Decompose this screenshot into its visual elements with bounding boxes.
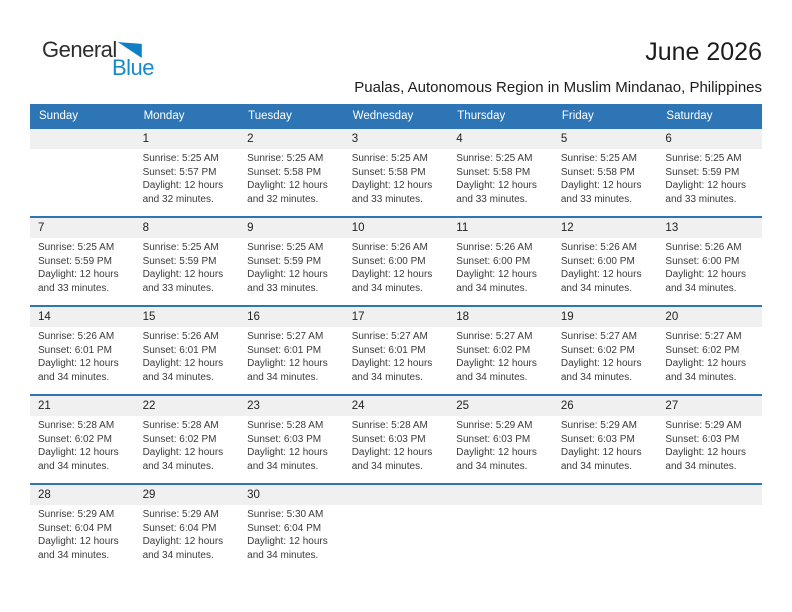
day-number: 16 xyxy=(247,311,260,323)
sunrise-text: Sunrise: 5:25 AM xyxy=(247,242,324,253)
day-details xyxy=(239,416,344,473)
day-details xyxy=(344,149,449,206)
daylight-text: Daylight: 12 hours and 34 minutes. xyxy=(665,358,747,383)
day-number: 19 xyxy=(560,311,574,323)
date-band xyxy=(657,129,762,149)
sunrise-text: Sunrise: 5:25 AM xyxy=(142,153,219,164)
calendar-day-cell xyxy=(553,396,658,483)
date-band xyxy=(239,218,344,238)
calendar-day-cell xyxy=(239,396,344,483)
calendar-day-cell xyxy=(344,129,449,216)
day-details xyxy=(239,149,344,206)
sunset-text: Sunset: 6:03 PM xyxy=(351,433,426,445)
sunrise-text: Sunrise: 5:29 AM xyxy=(665,420,742,431)
daylight-text: Daylight: 12 hours and 33 minutes. xyxy=(38,269,119,294)
sunrise-text: Sunrise: 5:27 AM xyxy=(351,331,428,342)
day-number: 13 xyxy=(665,222,679,234)
sunrise-text: Sunrise: 5:28 AM xyxy=(142,420,219,431)
date-band xyxy=(344,218,449,238)
date-band xyxy=(135,129,240,149)
daylight-text: Daylight: 12 hours and 34 minutes. xyxy=(247,447,328,472)
date-band xyxy=(657,396,762,416)
daylight-text: Daylight: 12 hours and 34 minutes. xyxy=(560,358,642,383)
calendar-day-cell xyxy=(657,307,762,394)
sunset-text: Sunset: 5:58 PM xyxy=(456,166,531,178)
day-details xyxy=(135,505,240,562)
day-number: 10 xyxy=(351,222,365,234)
sunset-text: Sunset: 6:03 PM xyxy=(665,433,740,445)
date-band xyxy=(448,396,553,416)
sunrise-text: Sunrise: 5:26 AM xyxy=(351,242,428,253)
day-number: 5 xyxy=(560,133,568,145)
day-details xyxy=(30,505,135,562)
date-band xyxy=(30,396,135,416)
sunrise-text: Sunrise: 5:25 AM xyxy=(142,242,219,253)
sunrise-text: Sunrise: 5:26 AM xyxy=(456,242,533,253)
day-number: 22 xyxy=(142,400,156,412)
date-band xyxy=(553,396,658,416)
calendar-day-cell xyxy=(553,218,658,305)
daylight-text: Daylight: 12 hours and 34 minutes. xyxy=(665,269,747,294)
sunrise-text: Sunrise: 5:29 AM xyxy=(456,420,533,431)
day-details xyxy=(135,238,240,295)
sunset-text: Sunset: 5:58 PM xyxy=(247,166,322,178)
day-details xyxy=(30,327,135,384)
day-details xyxy=(657,327,762,384)
day-number: 12 xyxy=(560,222,574,234)
day-details xyxy=(344,238,449,295)
sunset-text: Sunset: 5:59 PM xyxy=(665,166,740,178)
day-number: 28 xyxy=(38,489,51,501)
daylight-text: Daylight: 12 hours and 34 minutes. xyxy=(456,447,537,472)
calendar-day-cell xyxy=(30,307,135,394)
date-band xyxy=(657,218,762,238)
day-number: 6 xyxy=(665,133,672,145)
sunset-text: Sunset: 6:00 PM xyxy=(560,255,635,267)
sunset-text: Sunset: 6:02 PM xyxy=(38,433,112,445)
daylight-text: Daylight: 12 hours and 34 minutes. xyxy=(560,447,642,472)
date-band xyxy=(30,129,135,149)
sunset-text: Sunset: 6:00 PM xyxy=(351,255,426,267)
daylight-text: Daylight: 12 hours and 34 minutes. xyxy=(560,269,642,294)
date-band xyxy=(448,485,553,505)
day-number: 7 xyxy=(38,222,45,234)
date-band xyxy=(239,485,344,505)
date-band xyxy=(553,129,658,149)
day-header-friday: Friday xyxy=(561,109,594,122)
day-header-saturday: Saturday xyxy=(666,109,713,122)
sunrise-text: Sunrise: 5:27 AM xyxy=(665,331,742,342)
day-details xyxy=(344,327,449,384)
day-number: 30 xyxy=(247,489,260,501)
date-band xyxy=(448,307,553,327)
date-band xyxy=(30,485,135,505)
day-number: 4 xyxy=(456,133,463,145)
sunrise-text: Sunrise: 5:27 AM xyxy=(456,331,533,342)
calendar-day-cell xyxy=(553,307,658,394)
daylight-text: Daylight: 12 hours and 34 minutes. xyxy=(351,358,433,383)
week-row xyxy=(30,216,762,305)
day-header-monday: Monday xyxy=(143,109,185,122)
date-band xyxy=(135,396,240,416)
date-band xyxy=(344,307,449,327)
calendar-day-cell xyxy=(135,485,240,572)
date-band xyxy=(135,485,240,505)
sunset-text: Sunset: 6:02 PM xyxy=(142,433,217,445)
daylight-text: Daylight: 12 hours and 34 minutes. xyxy=(456,358,537,383)
sunset-text: Sunset: 6:03 PM xyxy=(560,433,635,445)
daylight-text: Daylight: 12 hours and 33 minutes. xyxy=(456,180,537,205)
day-details xyxy=(448,238,553,295)
day-details xyxy=(448,416,553,473)
daylight-text: Daylight: 12 hours and 34 minutes. xyxy=(142,536,224,561)
sunrise-text: Sunrise: 5:26 AM xyxy=(38,331,115,342)
day-number: 20 xyxy=(665,311,679,323)
calendar-day-cell xyxy=(135,396,240,483)
sunset-text: Sunset: 6:01 PM xyxy=(247,344,322,356)
sunrise-text: Sunrise: 5:27 AM xyxy=(247,331,324,342)
calendar-day-cell xyxy=(30,396,135,483)
calendar-day-cell xyxy=(135,129,240,216)
day-number: 15 xyxy=(142,311,156,323)
daylight-text: Daylight: 12 hours and 34 minutes. xyxy=(38,447,119,472)
date-band xyxy=(135,218,240,238)
day-header-sunday: Sunday xyxy=(39,109,79,122)
sunset-text: Sunset: 5:58 PM xyxy=(351,166,426,178)
day-details xyxy=(553,327,658,384)
date-band xyxy=(135,307,240,327)
calendar-day-cell xyxy=(448,129,553,216)
sunset-text: Sunset: 6:01 PM xyxy=(142,344,217,356)
date-band xyxy=(239,129,344,149)
day-number: 2 xyxy=(247,133,254,145)
day-number: 11 xyxy=(456,222,469,234)
day-details xyxy=(239,505,344,562)
sunset-text: Sunset: 5:58 PM xyxy=(560,166,635,178)
day-number: 25 xyxy=(456,400,470,412)
sunrise-text: Sunrise: 5:26 AM xyxy=(142,331,219,342)
sunset-text: Sunset: 6:02 PM xyxy=(665,344,740,356)
day-details xyxy=(239,327,344,384)
sunrise-text: Sunrise: 5:25 AM xyxy=(456,153,533,164)
date-band xyxy=(344,129,449,149)
daylight-text: Daylight: 12 hours and 34 minutes. xyxy=(351,447,433,472)
location-subtitle: Pualas, Autonomous Region in Muslim Mindanao, Philippines xyxy=(354,79,762,96)
daylight-text: Daylight: 12 hours and 34 minutes. xyxy=(142,358,224,383)
daylight-text: Daylight: 12 hours and 34 minutes. xyxy=(247,358,328,383)
daylight-text: Daylight: 12 hours and 34 minutes. xyxy=(247,536,328,561)
daylight-text: Daylight: 12 hours and 34 minutes. xyxy=(351,269,433,294)
sunrise-text: Sunrise: 5:25 AM xyxy=(247,153,324,164)
calendar-empty-cell xyxy=(30,129,135,216)
day-header-thursday: Thursday xyxy=(457,109,506,122)
calendar-table xyxy=(30,104,762,572)
calendar-empty-cell xyxy=(553,485,658,572)
date-band xyxy=(553,307,658,327)
calendar-day-cell xyxy=(135,307,240,394)
week-row xyxy=(30,483,762,572)
sunset-text: Sunset: 6:02 PM xyxy=(456,344,531,356)
day-number: 24 xyxy=(351,400,365,412)
daylight-text: Daylight: 12 hours and 33 minutes. xyxy=(142,269,224,294)
logo-general-text: General xyxy=(42,37,117,62)
week-row xyxy=(30,305,762,394)
sunset-text: Sunset: 6:04 PM xyxy=(38,522,112,534)
calendar-day-cell xyxy=(448,307,553,394)
day-details xyxy=(30,238,135,295)
date-band xyxy=(344,396,449,416)
date-band xyxy=(553,485,658,505)
date-band xyxy=(344,485,449,505)
day-number: 23 xyxy=(247,400,260,412)
week-row xyxy=(30,394,762,483)
day-number: 21 xyxy=(38,400,51,412)
calendar-body xyxy=(30,127,762,572)
sunset-text: Sunset: 6:03 PM xyxy=(247,433,322,445)
calendar-day-cell xyxy=(239,129,344,216)
calendar-day-cell xyxy=(553,129,658,216)
calendar-empty-cell xyxy=(448,485,553,572)
day-details xyxy=(239,238,344,295)
day-number: 1 xyxy=(142,133,149,145)
day-header-row xyxy=(30,104,762,127)
date-band xyxy=(30,307,135,327)
day-details xyxy=(448,149,553,206)
day-details xyxy=(448,327,553,384)
day-details xyxy=(30,416,135,473)
calendar-day-cell xyxy=(30,218,135,305)
calendar-day-cell xyxy=(344,396,449,483)
sunrise-text: Sunrise: 5:25 AM xyxy=(351,153,428,164)
sunset-text: Sunset: 6:01 PM xyxy=(351,344,426,356)
day-header-wednesday: Wednesday xyxy=(352,109,414,122)
calendar-day-cell xyxy=(657,396,762,483)
calendar-day-cell xyxy=(239,307,344,394)
day-details xyxy=(657,238,762,295)
daylight-text: Daylight: 12 hours and 34 minutes. xyxy=(38,536,119,561)
date-band xyxy=(239,307,344,327)
sunset-text: Sunset: 6:03 PM xyxy=(456,433,531,445)
daylight-text: Daylight: 12 hours and 32 minutes. xyxy=(247,180,328,205)
date-band xyxy=(553,218,658,238)
day-details xyxy=(553,416,658,473)
day-number: 26 xyxy=(560,400,574,412)
daylight-text: Daylight: 12 hours and 34 minutes. xyxy=(665,447,747,472)
sunset-text: Sunset: 5:59 PM xyxy=(38,255,112,267)
sunrise-text: Sunrise: 5:27 AM xyxy=(560,331,637,342)
day-header-tuesday: Tuesday xyxy=(248,109,292,122)
sunset-text: Sunset: 5:57 PM xyxy=(142,166,217,178)
sunrise-text: Sunrise: 5:25 AM xyxy=(38,242,115,253)
daylight-text: Daylight: 12 hours and 34 minutes. xyxy=(38,358,119,383)
sunrise-text: Sunrise: 5:25 AM xyxy=(665,153,742,164)
date-band xyxy=(448,129,553,149)
date-band xyxy=(30,218,135,238)
day-details xyxy=(657,149,762,206)
daylight-text: Daylight: 12 hours and 33 minutes. xyxy=(665,180,747,205)
calendar-day-cell xyxy=(657,129,762,216)
calendar-day-cell xyxy=(30,485,135,572)
day-details xyxy=(553,238,658,295)
sunset-text: Sunset: 6:00 PM xyxy=(665,255,740,267)
day-number: 18 xyxy=(456,311,470,323)
day-number: 17 xyxy=(351,311,365,323)
day-details xyxy=(553,149,658,206)
day-details xyxy=(135,327,240,384)
daylight-text: Daylight: 12 hours and 33 minutes. xyxy=(247,269,328,294)
calendar-empty-cell xyxy=(657,485,762,572)
sunrise-text: Sunrise: 5:29 AM xyxy=(142,509,219,520)
general-blue-logo xyxy=(42,39,154,79)
day-details xyxy=(135,416,240,473)
calendar-day-cell xyxy=(135,218,240,305)
sunset-text: Sunset: 5:59 PM xyxy=(142,255,217,267)
sunset-text: Sunset: 5:59 PM xyxy=(247,255,322,267)
day-number: 27 xyxy=(665,400,679,412)
day-details xyxy=(657,416,762,473)
day-details xyxy=(344,416,449,473)
date-band xyxy=(239,396,344,416)
month-title: June 2026 xyxy=(645,38,762,66)
sunrise-text: Sunrise: 5:29 AM xyxy=(560,420,637,431)
sunrise-text: Sunrise: 5:26 AM xyxy=(665,242,742,253)
sunset-text: Sunset: 6:00 PM xyxy=(456,255,531,267)
day-details xyxy=(135,149,240,206)
calendar-day-cell xyxy=(344,307,449,394)
calendar-day-cell xyxy=(448,396,553,483)
sunset-text: Sunset: 6:04 PM xyxy=(247,522,322,534)
sunrise-text: Sunrise: 5:29 AM xyxy=(38,509,115,520)
logo-blue-text: Blue xyxy=(112,55,155,80)
week-row xyxy=(30,127,762,216)
day-number: 14 xyxy=(38,311,51,323)
sunrise-text: Sunrise: 5:25 AM xyxy=(560,153,637,164)
calendar-day-cell xyxy=(448,218,553,305)
daylight-text: Daylight: 12 hours and 34 minutes. xyxy=(456,269,537,294)
sunrise-text: Sunrise: 5:28 AM xyxy=(247,420,324,431)
sunrise-text: Sunrise: 5:26 AM xyxy=(560,242,637,253)
calendar-day-cell xyxy=(657,218,762,305)
date-band xyxy=(657,307,762,327)
daylight-text: Daylight: 12 hours and 32 minutes. xyxy=(142,180,224,205)
daylight-text: Daylight: 12 hours and 34 minutes. xyxy=(142,447,224,472)
date-band xyxy=(448,218,553,238)
sunset-text: Sunset: 6:02 PM xyxy=(560,344,635,356)
day-number: 8 xyxy=(142,222,149,234)
sunrise-text: Sunrise: 5:28 AM xyxy=(38,420,115,431)
sunrise-text: Sunrise: 5:28 AM xyxy=(351,420,428,431)
day-number: 9 xyxy=(247,222,254,234)
calendar-day-cell xyxy=(239,218,344,305)
daylight-text: Daylight: 12 hours and 33 minutes. xyxy=(560,180,642,205)
daylight-text: Daylight: 12 hours and 33 minutes. xyxy=(351,180,433,205)
day-number: 29 xyxy=(142,489,156,501)
sunset-text: Sunset: 6:01 PM xyxy=(38,344,112,356)
calendar-day-cell xyxy=(239,485,344,572)
sunrise-text: Sunrise: 5:30 AM xyxy=(247,509,324,520)
calendar-empty-cell xyxy=(344,485,449,572)
calendar-day-cell xyxy=(344,218,449,305)
date-band xyxy=(657,485,762,505)
day-number: 3 xyxy=(351,133,359,145)
sunset-text: Sunset: 6:04 PM xyxy=(142,522,217,534)
